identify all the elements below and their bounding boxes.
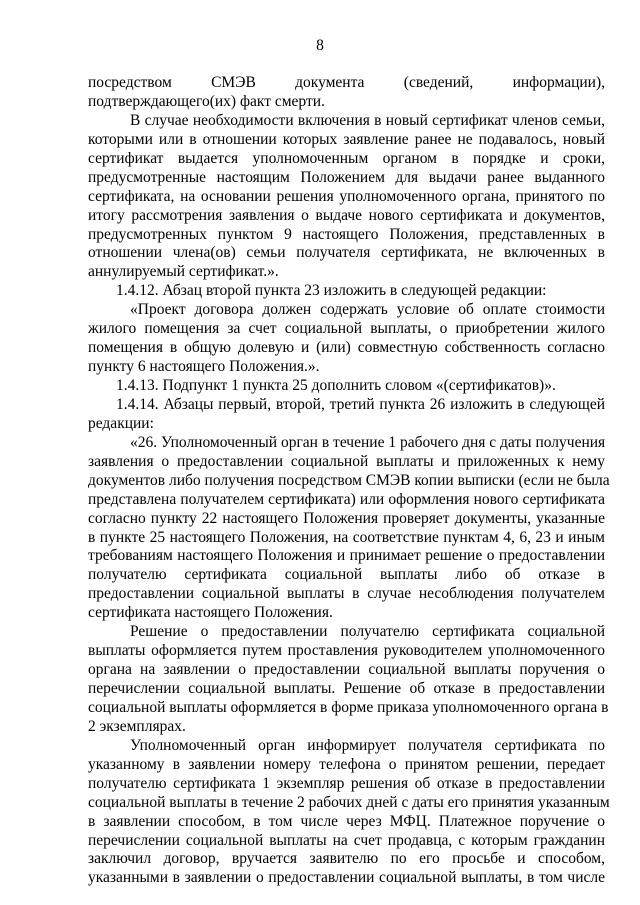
text-line: жилого помещения за счет социальной выплаты, о приобретении жилого (88, 320, 605, 338)
text-line: указанными в заявлении о предоставлении социальной выплаты, в том числе (88, 869, 605, 887)
text-line: сертификата настоящего Положения. (88, 604, 333, 622)
document-body (88, 74, 610, 888)
page-number: 8 (316, 37, 324, 54)
text-line: получателю сертификата социальной выплаты либо об отказе в (88, 566, 605, 584)
text-line: которыми или в отношении которых заявление ранее не подавалось, новый (88, 130, 605, 148)
text-line: подтверждающего(их) факт смерти. (88, 92, 325, 110)
text-line: посредством СМЭВ документа (сведений, информации), (88, 74, 605, 91)
text-line: предусмотренные настоящим Положением для выдачи ранее выданного (88, 168, 605, 186)
text-line: сертификат выдается уполномоченным органом в порядке и сроки, (88, 149, 605, 167)
text-line: в заявлении способом, в том числе через МФЦ. Платежное поручение о (88, 812, 605, 830)
text-line: перечислении социальной выплаты. Решение об отказе в предоставлении (88, 680, 605, 697)
text-line: В случае необходимости включения в новый сертификат членов семьи, (130, 111, 605, 129)
text-line: представлена получателем сертификата) или оформления нового сертификата (88, 490, 605, 508)
text-line: отношении члена(ов) семьи получателя сертификата, не включенных в (88, 244, 605, 262)
text-line: согласно пункту 22 настоящего Положения проверяет документы, указанные (88, 509, 605, 527)
text-line: социальной выплаты оформляется в форме приказа уполномоченного органа в (88, 698, 609, 716)
text-line: документов либо получения посредством СМЭВ копии выписки (если не была (88, 471, 610, 489)
text-line: социальной выплаты в течение 2 рабочих дней с даты его принятия указанным (88, 793, 610, 811)
text-line: получателю сертификата 1 экземпляр решения об отказе в предоставлении (88, 774, 605, 792)
text-line: перечислении социальной выплаты на счет продавца, с которым гражданин (88, 831, 605, 849)
text-line: редакции: (88, 414, 154, 432)
text-line: 1.4.13. Подпункт 1 пункта 25 дополнить словом «(сертификатов)». (116, 377, 556, 394)
text-line: сертификата, на основании решения уполномоченного органа, принятого по (88, 187, 605, 205)
text-line: 1.4.14. Абзацы первый, второй, третий пункта 26 изложить в следующей (116, 395, 605, 413)
text-line: 2 экземплярах. (88, 717, 186, 735)
text-line: Решение о предоставлении получателю сертификата социальной (130, 623, 605, 641)
text-line: выплаты оформляется путем проставления руководителем уполномоченного (88, 642, 605, 660)
text-line: итогу рассмотрения заявления о выдаче нового сертификата и документов, (88, 206, 605, 224)
text-line: заявления о предоставлении социальной выплаты и приложенных к нему (88, 452, 605, 470)
text-line: в пункте 25 настоящего Положения, на соответствие пунктам 4, 6, 23 и иным (88, 528, 605, 546)
text-line: помещения в общую долевую и (или) совместную собственность согласно (88, 339, 605, 357)
text-line: аннулируемый сертификат.». (88, 263, 279, 281)
text-line: заключил договор, вручается заявителю по его просьбе и способом, (88, 850, 605, 868)
text-line: предусмотренных пунктом 9 настоящего Положения, представленных в (88, 225, 605, 243)
text-line: 1.4.12. Абзац второй пункта 23 изложить в следующей редакции: (116, 282, 547, 300)
text-line: органа на заявлении о предоставлении социальной выплаты поручения о (88, 661, 605, 679)
text-line: пункту 6 настоящего Положения.». (88, 358, 320, 376)
text-line: указанному в заявлении номеру телефона о принятом решении, передает (88, 755, 605, 773)
text-line: Уполномоченный орган информирует получателя сертификата по (130, 736, 605, 754)
text-line: «Проект договора должен содержать условие об оплате стоимости (130, 301, 605, 319)
text-line: предоставлении социальной выплаты в случае несоблюдения получателем (88, 585, 605, 603)
text-line: «26. Уполномоченный орган в течение 1 рабочего дня с даты получения (130, 433, 606, 451)
text-line: требованиям настоящего Положения и принимает решение о предоставлении (88, 547, 605, 565)
